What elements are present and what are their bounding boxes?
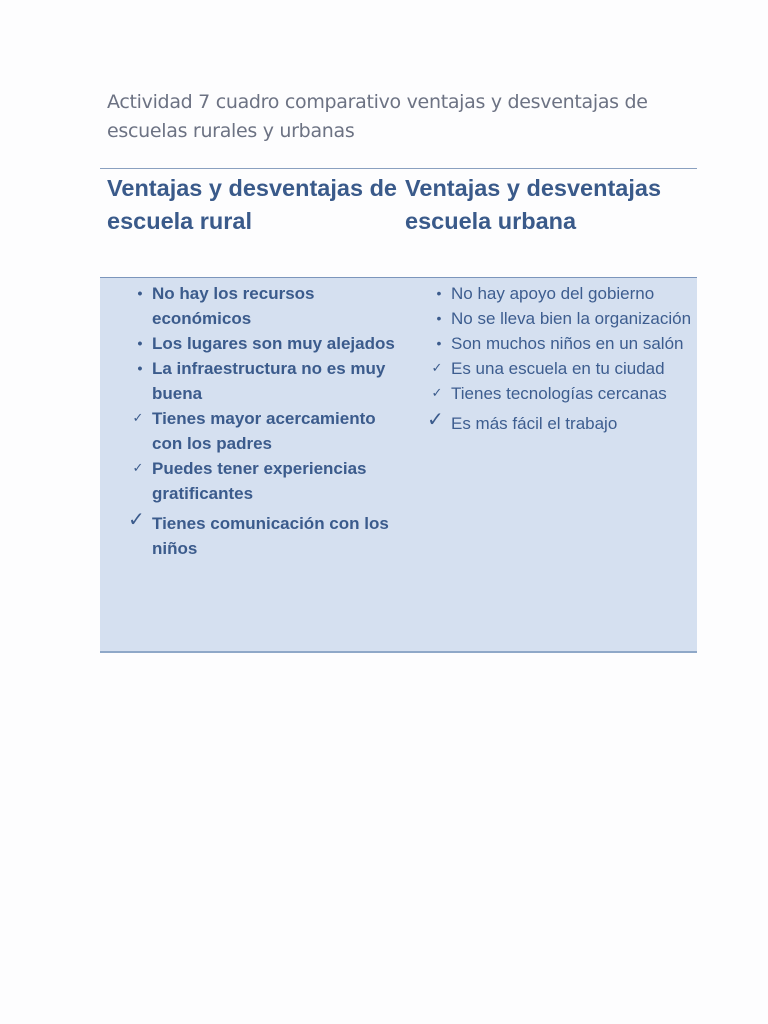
checkmark-icon: ✓: [431, 361, 443, 376]
list-item-text: Tienes tecnologías cercanas: [451, 384, 667, 403]
list-item: [427, 407, 697, 436]
list-item: [431, 356, 697, 381]
list-item: [137, 281, 397, 331]
list-item: [132, 456, 397, 506]
bullet-icon: •: [137, 285, 143, 301]
checkmark-icon: ✓: [132, 461, 144, 476]
list-item-text: Puedes tener experiencias gratificantes: [152, 459, 367, 503]
header-urbana: Ventajas y desventajas escuela urbana: [405, 175, 662, 234]
bullet-icon: •: [137, 335, 143, 351]
list-item: [132, 406, 397, 456]
bullet-icon: •: [436, 310, 442, 326]
checkmark-icon: ✓: [132, 411, 144, 426]
bullet-icon: •: [436, 335, 442, 351]
list-item-text: La infraestructura no es muy buena: [152, 359, 386, 403]
list-item: [436, 306, 697, 331]
list-item: [137, 356, 397, 406]
list-item-text: Son muchos niños en un salón: [451, 334, 684, 353]
rural-list: [128, 281, 397, 561]
list-item: [436, 331, 697, 356]
checkmark-large-icon: ✓: [128, 507, 145, 531]
bullet-icon: •: [436, 285, 442, 301]
bullet-icon: •: [137, 360, 143, 376]
list-item-text: No hay los recursos económicos: [152, 284, 315, 328]
checkmark-icon: ✓: [431, 386, 443, 401]
list-item-text: No hay apoyo del gobierno: [451, 284, 655, 303]
document-title: Actividad 7 cuadro comparativo ventajas y desventajas de escuelas rurales y urbanas: [107, 91, 648, 142]
table-header-row: [100, 169, 697, 278]
list-item-text: Es más fácil el trabajo: [451, 414, 618, 433]
list-item: [436, 281, 697, 306]
list-item-text: Los lugares son muy alejados: [152, 334, 395, 353]
list-item: [137, 331, 397, 356]
list-item: [128, 507, 397, 561]
checkmark-large-icon: ✓: [427, 407, 444, 431]
list-item-text: No se lleva bien la organización: [451, 309, 692, 328]
urbana-list: [427, 281, 697, 436]
list-item-text: Es una escuela en tu ciudad: [451, 359, 665, 378]
list-item-text: Tienes comunicación con los niños: [152, 514, 389, 558]
comparison-table: [100, 168, 697, 653]
list-item: [431, 381, 697, 406]
list-item-text: Tienes mayor acercamiento con los padres: [152, 409, 376, 453]
header-rural: Ventajas y desventajas de escuela rural: [107, 175, 397, 234]
table-body-row: [100, 278, 697, 651]
